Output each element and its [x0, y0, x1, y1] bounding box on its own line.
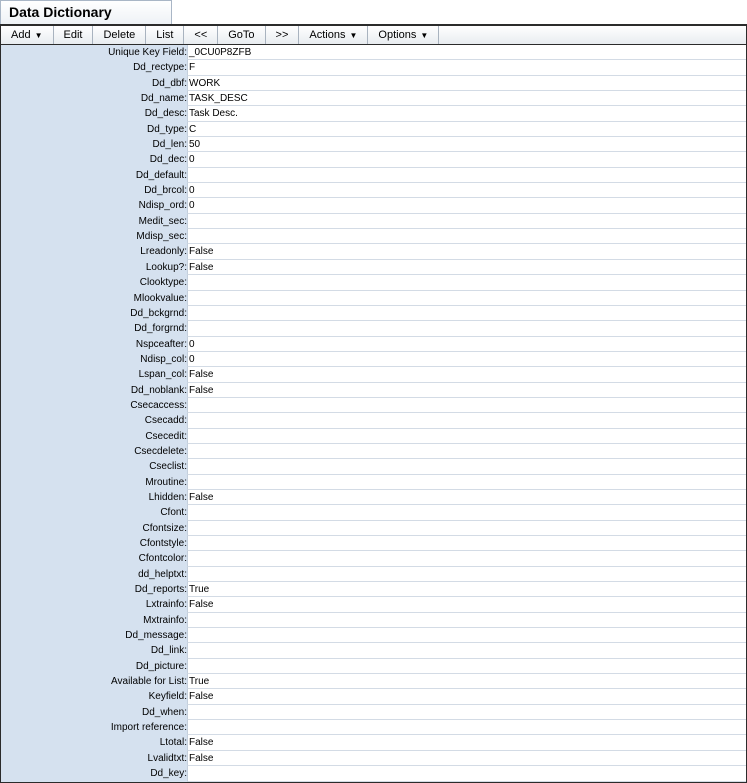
toolbar-button-label: Actions — [309, 29, 346, 41]
field-row — [1, 505, 746, 520]
field-label: Lspan_col: — [1, 367, 187, 382]
field-value[interactable]: False — [187, 244, 746, 259]
window-title-tab — [0, 0, 172, 24]
field-value[interactable]: 0 — [187, 352, 746, 367]
field-label: Clooktype: — [1, 275, 187, 290]
toolbar-button-label: Add — [11, 29, 31, 41]
field-row — [1, 429, 746, 444]
toolbar-button-label: GoTo — [228, 29, 255, 41]
field-row — [1, 597, 746, 612]
field-value[interactable] — [187, 321, 746, 336]
field-label: Dd_type: — [1, 122, 187, 137]
field-value[interactable] — [187, 413, 746, 428]
field-value[interactable] — [187, 168, 746, 183]
field-row — [1, 490, 746, 505]
field-label: Mxtrainfo: — [1, 613, 187, 628]
field-row — [1, 628, 746, 643]
toolbar-delete-button[interactable] — [93, 26, 146, 44]
field-label: Dd_desc: — [1, 106, 187, 121]
field-value[interactable]: _0CU0P8ZFB — [187, 45, 746, 60]
field-value[interactable] — [187, 643, 746, 658]
field-value[interactable]: True — [187, 582, 746, 597]
toolbar-list-button[interactable] — [146, 26, 184, 44]
field-label: Ndisp_ord: — [1, 198, 187, 213]
field-row — [1, 720, 746, 735]
field-value[interactable] — [187, 306, 746, 321]
toolbar-button-label: Edit — [63, 29, 83, 41]
field-label: Unique Key Field: — [1, 45, 187, 60]
toolbar-add-button[interactable] — [1, 26, 54, 44]
field-value[interactable]: False — [187, 597, 746, 612]
field-label: Csecedit: — [1, 429, 187, 444]
field-row — [1, 168, 746, 183]
field-value[interactable] — [187, 429, 746, 444]
field-value[interactable]: F — [187, 60, 746, 75]
field-row — [1, 689, 746, 704]
field-row — [1, 551, 746, 566]
field-row — [1, 659, 746, 674]
field-value[interactable]: False — [187, 490, 746, 505]
toolbar-button-label: << — [194, 29, 208, 41]
field-row — [1, 60, 746, 75]
field-value[interactable] — [187, 275, 746, 290]
field-row — [1, 122, 746, 137]
field-value[interactable] — [187, 659, 746, 674]
field-list — [1, 45, 746, 782]
field-row — [1, 643, 746, 658]
field-label: Cfontcolor: — [1, 551, 187, 566]
field-row — [1, 91, 746, 106]
field-label: Lreadonly: — [1, 244, 187, 259]
field-value[interactable]: False — [187, 751, 746, 766]
field-row — [1, 413, 746, 428]
field-value[interactable]: False — [187, 260, 746, 275]
toolbar-button-label: >> — [275, 29, 289, 41]
field-value[interactable] — [187, 521, 746, 536]
field-row — [1, 76, 746, 91]
field-row — [1, 398, 746, 413]
field-label: Csecaccess: — [1, 398, 187, 413]
field-row — [1, 337, 746, 352]
field-row — [1, 321, 746, 336]
field-value[interactable]: False — [187, 689, 746, 704]
field-label: Lvalidtxt: — [1, 751, 187, 766]
field-row — [1, 383, 746, 398]
field-label: Csecadd: — [1, 413, 187, 428]
field-value[interactable]: WORK — [187, 76, 746, 91]
field-value[interactable] — [187, 475, 746, 490]
field-value[interactable] — [187, 551, 746, 566]
field-row — [1, 536, 746, 551]
field-row — [1, 106, 746, 121]
toolbar-actions-button[interactable] — [299, 26, 368, 44]
field-label: Dd_rectype: — [1, 60, 187, 75]
field-row — [1, 751, 746, 766]
field-value[interactable] — [187, 720, 746, 735]
field-row — [1, 291, 746, 306]
caret-down-icon: ▼ — [420, 30, 429, 40]
field-label: Csecdelete: — [1, 444, 187, 459]
field-label: Medit_sec: — [1, 214, 187, 229]
field-label: Dd_dec: — [1, 152, 187, 167]
field-label: Nspceafter: — [1, 337, 187, 352]
field-label: Dd_name: — [1, 91, 187, 106]
field-value[interactable]: C — [187, 122, 746, 137]
field-value[interactable] — [187, 628, 746, 643]
field-value[interactable] — [187, 291, 746, 306]
field-value[interactable]: 0 — [187, 152, 746, 167]
field-label: Dd_forgrnd: — [1, 321, 187, 336]
field-row — [1, 582, 746, 597]
toolbar-options-button[interactable] — [368, 26, 439, 44]
field-label: Dd_link: — [1, 643, 187, 658]
field-row — [1, 306, 746, 321]
field-value[interactable] — [187, 705, 746, 720]
field-value[interactable]: 0 — [187, 198, 746, 213]
toolbar-goto-button[interactable] — [218, 26, 265, 44]
field-value[interactable]: False — [187, 383, 746, 398]
field-row — [1, 275, 746, 290]
field-label: Import reference: — [1, 720, 187, 735]
field-value[interactable] — [187, 229, 746, 244]
field-row — [1, 137, 746, 152]
field-label: Lhidden: — [1, 490, 187, 505]
field-label: Dd_reports: — [1, 582, 187, 597]
field-label: Cfontstyle: — [1, 536, 187, 551]
toolbar-prev-button[interactable] — [184, 26, 218, 44]
window-title: Data Dictionary — [9, 4, 112, 20]
field-row — [1, 674, 746, 689]
field-value[interactable]: False — [187, 735, 746, 750]
field-value[interactable]: 0 — [187, 337, 746, 352]
field-row — [1, 352, 746, 367]
field-row — [1, 613, 746, 628]
field-row — [1, 183, 746, 198]
field-label: Ndisp_col: — [1, 352, 187, 367]
field-label: Dd_default: — [1, 168, 187, 183]
toolbar — [1, 26, 746, 45]
field-label: dd_helptxt: — [1, 567, 187, 582]
field-label: Dd_brcol: — [1, 183, 187, 198]
field-row — [1, 705, 746, 720]
field-value[interactable] — [187, 766, 746, 781]
field-label: Dd_noblank: — [1, 383, 187, 398]
caret-down-icon: ▼ — [349, 30, 358, 40]
field-label: Dd_bckgrnd: — [1, 306, 187, 321]
field-value[interactable] — [187, 398, 746, 413]
field-label: Mroutine: — [1, 475, 187, 490]
field-value[interactable] — [187, 214, 746, 229]
field-row — [1, 444, 746, 459]
toolbar-button-label: Delete — [103, 29, 136, 41]
field-label: Cfont: — [1, 505, 187, 520]
field-value[interactable] — [187, 613, 746, 628]
field-label: Mlookvalue: — [1, 291, 187, 306]
field-row — [1, 260, 746, 275]
field-label: Dd_message: — [1, 628, 187, 643]
field-label: Ltotal: — [1, 735, 187, 750]
field-value[interactable]: False — [187, 367, 746, 382]
field-row — [1, 214, 746, 229]
toolbar-button-label: Options — [378, 29, 417, 41]
field-row — [1, 521, 746, 536]
field-label: Dd_dbf: — [1, 76, 187, 91]
field-label: Dd_picture: — [1, 659, 187, 674]
field-label: Dd_when: — [1, 705, 187, 720]
field-label: Cseclist: — [1, 459, 187, 474]
field-value[interactable]: True — [187, 674, 746, 689]
field-row — [1, 567, 746, 582]
toolbar-button-label: List — [156, 29, 174, 41]
toolbar-next-button[interactable] — [266, 26, 300, 44]
field-value[interactable] — [187, 459, 746, 474]
field-value[interactable]: 50 — [187, 137, 746, 152]
field-label: Keyfield: — [1, 689, 187, 704]
field-value[interactable] — [187, 536, 746, 551]
field-value[interactable]: TASK_DESC — [187, 91, 746, 106]
field-value[interactable] — [187, 505, 746, 520]
field-value[interactable]: 0 — [187, 183, 746, 198]
field-label: Dd_len: — [1, 137, 187, 152]
field-row — [1, 244, 746, 259]
field-row — [1, 766, 746, 781]
field-row — [1, 45, 746, 60]
field-row — [1, 735, 746, 750]
field-label: Dd_key: — [1, 766, 187, 781]
field-label: Cfontsize: — [1, 521, 187, 536]
field-label: Lookup?: — [1, 260, 187, 275]
field-row — [1, 152, 746, 167]
field-label: Mdisp_sec: — [1, 229, 187, 244]
field-row — [1, 459, 746, 474]
caret-down-icon: ▼ — [34, 30, 43, 40]
field-row — [1, 475, 746, 490]
field-label: Lxtrainfo: — [1, 597, 187, 612]
field-row — [1, 367, 746, 382]
field-value[interactable] — [187, 444, 746, 459]
field-value[interactable]: Task Desc. — [187, 106, 746, 121]
toolbar-edit-button[interactable] — [54, 26, 94, 44]
record-panel — [0, 24, 747, 783]
field-row — [1, 198, 746, 213]
field-value[interactable] — [187, 567, 746, 582]
field-label: Available for List: — [1, 674, 187, 689]
field-row — [1, 229, 746, 244]
